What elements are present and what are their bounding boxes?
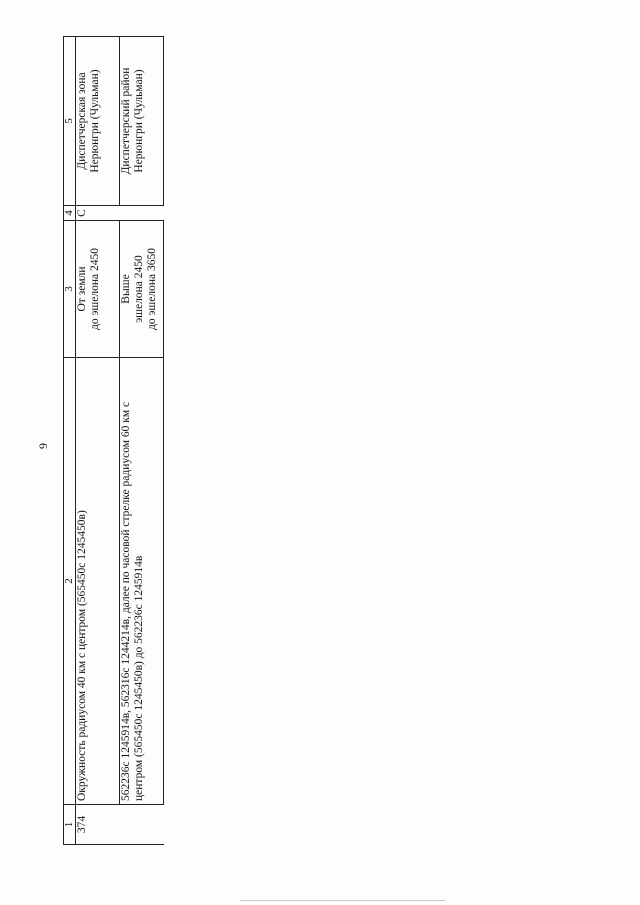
airspace-class: С [76,209,88,217]
authority-line: Диспетчерский район [120,67,132,175]
boundary-text: Окружность радиусом 40 км с центром (565450с 1245450в) [76,510,88,801]
table-row [120,37,164,845]
scan-edge-line [240,900,445,901]
altitude-line: Выше [120,274,132,304]
class-cell [76,206,164,221]
authority-line: Нерюнгри (Чульман) [133,69,145,173]
authority-cell [120,37,164,206]
authority-line: Нерюнгри (Чульман) [89,69,101,173]
airspace-table [63,36,164,845]
column-header-4: 4 [64,206,76,221]
boundary-cell [76,358,120,805]
altitude-line: От земли [76,266,88,312]
row-number: 374 [76,815,88,834]
altitude-line: эшелона 2450 [133,255,145,323]
altitude-line: до эшелона 2450 [89,248,101,330]
row-number-cell [76,805,164,845]
authority-line: Диспетчерская зона [76,72,88,170]
table-row [76,37,120,845]
altitude-line: до эшелона 3650 [146,248,158,330]
page-number: 9 [36,443,50,449]
rotated-table-container [63,37,163,845]
boundary-text: 562236с 1245914в, 562316с 1244214в, далее по часовой стрелке радиусом 60 км с центром (565450с 1245450в) до 562236с 1245914в [120,401,145,801]
table-region [63,37,163,845]
altitude-cell [120,221,164,358]
column-header-1: 1 [64,805,76,845]
column-header-5: 5 [64,37,76,206]
column-header-3: 3 [64,221,76,358]
table-header-row [64,37,76,845]
boundary-cell [120,358,164,805]
authority-cell [76,37,120,206]
altitude-cell [76,221,120,358]
column-header-2: 2 [64,358,76,805]
